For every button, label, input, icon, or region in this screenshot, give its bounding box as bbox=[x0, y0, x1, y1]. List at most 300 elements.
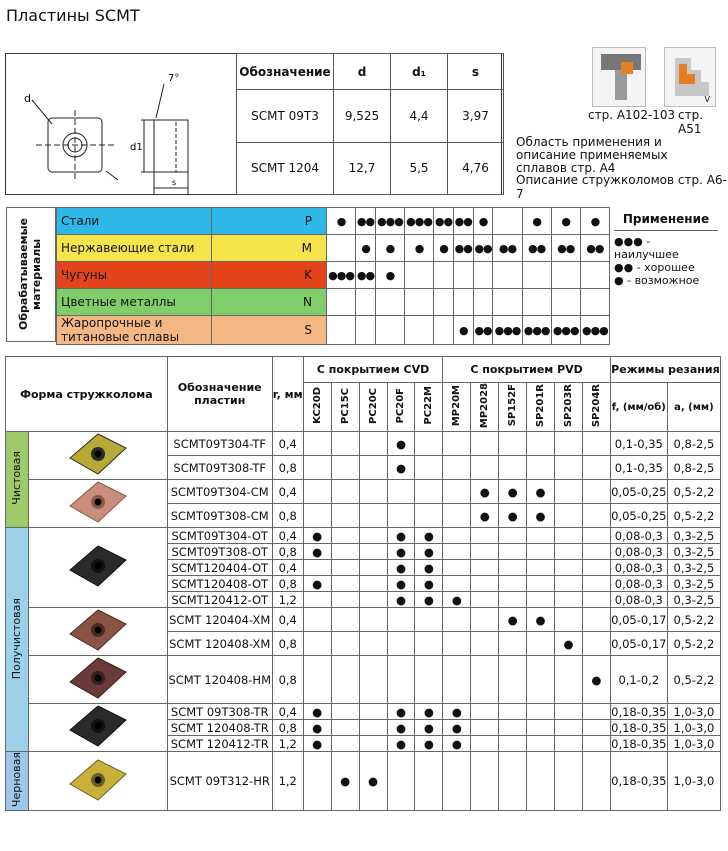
material-name: Нержавеющие стали bbox=[57, 235, 212, 262]
spec-cell: 12,7 bbox=[334, 142, 391, 195]
grade-dot bbox=[555, 592, 583, 608]
grade-dot bbox=[582, 736, 610, 752]
insert-image bbox=[28, 528, 167, 608]
table-row bbox=[6, 432, 721, 456]
grade-dot bbox=[555, 704, 583, 720]
feed-value: 0,18-0,35 bbox=[611, 736, 667, 751]
grade-dot bbox=[415, 752, 443, 811]
grade-dot bbox=[443, 576, 471, 592]
spec-header: Обозначение bbox=[237, 54, 334, 90]
material-grade-dot: ●●● bbox=[405, 208, 434, 235]
insert-designation: SCMT120404-OT bbox=[167, 560, 272, 576]
svg-text:d1: d1 bbox=[130, 142, 143, 153]
insert-designation: SCMT 120408-XM bbox=[167, 632, 272, 656]
page-ref-2: стр. A51 bbox=[678, 108, 704, 136]
insert-designation: SCMT120408-OT bbox=[167, 576, 272, 592]
grade-dot bbox=[443, 456, 471, 480]
grade-dot bbox=[359, 736, 387, 752]
grade-dot bbox=[359, 704, 387, 720]
grade-header: SP204R bbox=[582, 383, 610, 432]
material-row bbox=[57, 316, 610, 345]
grade-dot: ● bbox=[499, 608, 527, 632]
material-row bbox=[57, 235, 610, 262]
feed-value: 0,18-0,35 bbox=[610, 752, 667, 811]
insert-designation: SCMT 120408-TR bbox=[167, 720, 272, 736]
grade-dot: ● bbox=[387, 576, 415, 592]
grade-dot: ● bbox=[415, 576, 443, 592]
material-grade-dot: ● bbox=[434, 235, 454, 262]
material-grade-dot: ● bbox=[405, 235, 434, 262]
grade-dot bbox=[499, 592, 527, 608]
grade-dot: ● bbox=[415, 528, 443, 544]
insert-radius: 0,4 bbox=[272, 528, 303, 544]
depth-value: 1,0-3,0 bbox=[667, 720, 720, 736]
material-row bbox=[57, 262, 610, 289]
header-f: f, (мм/об) bbox=[610, 383, 667, 432]
material-grade-dot: ● bbox=[375, 235, 404, 262]
insert-radius: 0,8 bbox=[272, 544, 303, 560]
grade-dot bbox=[331, 720, 359, 736]
material-code: N bbox=[212, 289, 327, 316]
feed-value: 0,1-0,35 bbox=[610, 456, 667, 480]
grade-dot bbox=[359, 576, 387, 592]
grade-dot: ● bbox=[443, 736, 471, 752]
material-name: Стали bbox=[57, 208, 212, 235]
legend-item: ●● - хорошее bbox=[614, 261, 695, 274]
grade-dot bbox=[359, 656, 387, 704]
grade-dot: ● bbox=[387, 736, 415, 752]
grade-dot: ● bbox=[582, 656, 610, 704]
grade-dot bbox=[527, 752, 555, 811]
speed-chart-icon bbox=[664, 47, 716, 107]
grade-dot bbox=[359, 560, 387, 576]
spec-cell: 4,4 bbox=[391, 90, 448, 143]
grade-dot bbox=[527, 560, 555, 576]
insert-designation: SCMT09T308-TF bbox=[167, 456, 272, 480]
svg-text:s: s bbox=[172, 178, 177, 187]
material-grade-dot: ● bbox=[473, 208, 493, 235]
header-designation: Обозначение пластин bbox=[167, 357, 272, 432]
grade-dot bbox=[415, 456, 443, 480]
grade-dot bbox=[387, 480, 415, 504]
material-grade-dot bbox=[453, 289, 473, 316]
material-grade-dot bbox=[405, 262, 434, 289]
material-grade-dot: ●●● bbox=[375, 208, 404, 235]
material-grade-dot bbox=[356, 289, 376, 316]
insert-radius: 0,8 bbox=[272, 656, 303, 704]
svg-text:d: d bbox=[24, 92, 31, 105]
grade-dot: ● bbox=[387, 544, 415, 560]
grade-dot bbox=[331, 632, 359, 656]
spec-cell: 9,525 bbox=[334, 90, 391, 143]
grade-dot bbox=[415, 632, 443, 656]
grade-dot bbox=[303, 656, 331, 704]
material-grade-dot: ● bbox=[453, 316, 473, 345]
material-code: M bbox=[212, 235, 327, 262]
page-ref-1: стр. A102-103 bbox=[588, 108, 676, 122]
spec-cell: 5,5 bbox=[391, 142, 448, 195]
header-pvd: С покрытием PVD bbox=[443, 357, 610, 383]
material-grade-dot: ●● bbox=[434, 208, 454, 235]
grade-dot bbox=[471, 592, 499, 608]
legend-item: ● - возможное bbox=[614, 274, 700, 287]
insert-radius: 0,8 bbox=[272, 576, 303, 592]
spec-header: s bbox=[448, 54, 504, 90]
grade-dot bbox=[331, 592, 359, 608]
material-grade-dot bbox=[434, 316, 454, 345]
material-grade-dot: ●● bbox=[580, 235, 609, 262]
material-grade-dot: ●●● bbox=[522, 316, 551, 345]
insert-radius: 0,4 bbox=[272, 560, 303, 576]
depth-value: 0,3-2,5 bbox=[667, 560, 720, 576]
grade-dot bbox=[359, 720, 387, 736]
grade-dot bbox=[443, 528, 471, 544]
material-grade-dot bbox=[522, 262, 551, 289]
depth-value: 0,3-2,5 bbox=[667, 576, 720, 592]
grade-dot: ● bbox=[387, 528, 415, 544]
grade-dot bbox=[471, 736, 499, 752]
grade-dot bbox=[527, 720, 555, 736]
grade-dot: ● bbox=[387, 704, 415, 720]
grade-dot bbox=[527, 736, 555, 752]
grade-dot bbox=[415, 608, 443, 632]
grade-dot bbox=[331, 528, 359, 544]
material-name: Жаропрочные и титановые сплавы bbox=[57, 316, 212, 345]
grade-dot bbox=[555, 720, 583, 736]
grade-dot bbox=[331, 656, 359, 704]
depth-value: 0,5-2,2 bbox=[667, 632, 720, 656]
grade-dot bbox=[443, 560, 471, 576]
grade-dot: ● bbox=[527, 504, 555, 528]
grade-header: SP203R bbox=[555, 383, 583, 432]
feed-value: 0,08-0,3 bbox=[610, 544, 667, 560]
grade-dot: ● bbox=[387, 560, 415, 576]
material-grade-dot: ● bbox=[580, 208, 609, 235]
grade-dot bbox=[303, 456, 331, 480]
grade-dot bbox=[527, 544, 555, 560]
grade-dot bbox=[582, 456, 610, 480]
material-grade-dot bbox=[493, 262, 522, 289]
table-row bbox=[6, 752, 721, 811]
insert-designation: SCMT09T304-OT bbox=[167, 528, 272, 544]
legend bbox=[614, 207, 718, 287]
spec-header: d bbox=[334, 54, 391, 90]
material-grade-dot bbox=[327, 289, 356, 316]
grade-dot bbox=[555, 576, 583, 592]
grade-dot bbox=[499, 752, 527, 811]
grade-dot bbox=[555, 608, 583, 632]
materials-side-text: Обрабатываемые материалы bbox=[17, 218, 43, 331]
vc-label: V bbox=[704, 95, 710, 104]
material-grade-dot bbox=[473, 289, 493, 316]
insert-radius: 0,8 bbox=[272, 456, 303, 480]
spec-header: d₁ bbox=[391, 54, 448, 90]
grade-dot bbox=[527, 704, 555, 720]
grade-dot: ● bbox=[415, 704, 443, 720]
grade-dot: ● bbox=[527, 608, 555, 632]
grade-dot: ● bbox=[471, 504, 499, 528]
grade-dot bbox=[471, 544, 499, 560]
grade-dot bbox=[303, 632, 331, 656]
grade-dot bbox=[387, 608, 415, 632]
feed-value: 0,08-0,3 bbox=[610, 576, 667, 592]
material-grade-dot bbox=[375, 316, 404, 345]
grade-dot bbox=[582, 632, 610, 656]
grade-dot bbox=[555, 432, 583, 456]
header-shape: Форма стружколома bbox=[6, 357, 168, 432]
grade-dot bbox=[415, 432, 443, 456]
header-modes: Режимы резания bbox=[610, 357, 720, 383]
table-row bbox=[6, 608, 721, 632]
grade-dot bbox=[415, 656, 443, 704]
materials-table bbox=[56, 207, 610, 345]
grade-dot bbox=[471, 752, 499, 811]
grade-header: SP201R bbox=[527, 383, 555, 432]
spec-cell: 4,76 bbox=[448, 142, 504, 195]
grade-dot bbox=[471, 720, 499, 736]
grade-dot bbox=[555, 752, 583, 811]
grade-dot bbox=[582, 752, 610, 811]
grade-header: PC20C bbox=[359, 383, 387, 432]
feed-value: 0,1-0,35 bbox=[610, 432, 667, 456]
grade-dot: ● bbox=[555, 632, 583, 656]
material-grade-dot bbox=[405, 316, 434, 345]
grade-dot bbox=[582, 504, 610, 528]
grade-dot bbox=[331, 456, 359, 480]
grade-dot bbox=[443, 752, 471, 811]
grade-dot bbox=[331, 704, 359, 720]
table-row bbox=[6, 656, 721, 704]
grade-dot: ● bbox=[387, 720, 415, 736]
grade-dot bbox=[443, 656, 471, 704]
insert-image bbox=[28, 480, 167, 528]
insert-radius: 0,4 bbox=[272, 432, 303, 456]
material-grade-dot bbox=[375, 289, 404, 316]
grade-dot bbox=[555, 736, 583, 752]
feed-value: 0,08-0,3 bbox=[610, 592, 667, 608]
grade-dot bbox=[499, 632, 527, 656]
depth-value: 0,5-2,2 bbox=[667, 656, 720, 704]
material-grade-dot: ● bbox=[375, 262, 404, 289]
grade-dot bbox=[359, 432, 387, 456]
grade-dot bbox=[499, 704, 527, 720]
grade-dot: ● bbox=[387, 432, 415, 456]
grade-dot bbox=[527, 592, 555, 608]
grade-dot bbox=[331, 560, 359, 576]
depth-value: 0,3-2,5 bbox=[667, 528, 720, 544]
insert-radius: 1,2 bbox=[272, 736, 303, 752]
grade-dot bbox=[499, 576, 527, 592]
feed-value: 0,18-0,35 bbox=[611, 704, 667, 719]
grade-dot bbox=[471, 576, 499, 592]
material-grade-dot: ●● bbox=[453, 208, 473, 235]
grade-dot bbox=[499, 456, 527, 480]
grade-dot bbox=[499, 736, 527, 752]
material-grade-dot bbox=[327, 235, 356, 262]
material-grade-dot bbox=[493, 208, 522, 235]
insert-radius: 0,4 bbox=[272, 704, 303, 720]
grade-dot bbox=[527, 528, 555, 544]
materials-side-label bbox=[6, 207, 56, 342]
material-grade-dot: ●● bbox=[356, 208, 376, 235]
material-grade-dot: ● bbox=[522, 208, 551, 235]
grade-dot: ● bbox=[303, 544, 331, 560]
grade-dot bbox=[555, 504, 583, 528]
grade-dot bbox=[443, 632, 471, 656]
insert-radius: 0,4 bbox=[272, 608, 303, 632]
grade-dot bbox=[303, 592, 331, 608]
header-r: r, мм bbox=[272, 357, 303, 432]
grade-dot: ● bbox=[387, 456, 415, 480]
grade-dot bbox=[303, 560, 331, 576]
insert-radius: 0,8 bbox=[272, 504, 303, 528]
insert-image bbox=[28, 608, 167, 656]
grade-dot: ● bbox=[331, 752, 359, 811]
grade-header: KC20D bbox=[303, 383, 331, 432]
grade-dot bbox=[303, 608, 331, 632]
grade-dot: ● bbox=[499, 504, 527, 528]
grade-dot: ● bbox=[415, 544, 443, 560]
material-grade-dot bbox=[580, 289, 609, 316]
material-grade-dot: ● bbox=[327, 208, 356, 235]
legend-item: ●●● - наилучшее bbox=[614, 235, 679, 261]
material-name: Цветные металлы bbox=[57, 289, 212, 316]
grade-dot bbox=[471, 632, 499, 656]
material-grade-dot: ●● bbox=[522, 235, 551, 262]
grade-dot: ● bbox=[415, 736, 443, 752]
material-grade-dot bbox=[453, 262, 473, 289]
depth-value: 0,5-2,2 bbox=[667, 608, 720, 632]
depth-value: 0,3-2,5 bbox=[667, 544, 720, 560]
depth-value: 0,8-2,5 bbox=[667, 432, 720, 456]
material-row bbox=[57, 208, 610, 235]
grade-dot bbox=[359, 632, 387, 656]
grade-dot bbox=[331, 736, 359, 752]
grade-dot bbox=[582, 720, 610, 736]
grade-dot bbox=[582, 592, 610, 608]
insert-designation: SCMT120412-OT bbox=[167, 592, 272, 608]
grade-dot bbox=[387, 752, 415, 811]
insert-designation: SCMT 120412-TR bbox=[167, 736, 272, 752]
depth-value: 1,0-3,0 bbox=[667, 736, 720, 752]
grade-header: SP152F bbox=[499, 383, 527, 432]
grade-dot bbox=[582, 576, 610, 592]
grade-dot: ● bbox=[471, 480, 499, 504]
grade-dot: ● bbox=[303, 576, 331, 592]
material-row bbox=[57, 289, 610, 316]
insert-designation: SCMT 120404-XM bbox=[167, 608, 272, 632]
grade-dot bbox=[359, 608, 387, 632]
grade-dot bbox=[471, 704, 499, 720]
grade-dot bbox=[499, 432, 527, 456]
grade-dot: ● bbox=[443, 704, 471, 720]
material-grade-dot bbox=[522, 289, 551, 316]
grade-dot: ● bbox=[499, 480, 527, 504]
material-code: K bbox=[212, 262, 327, 289]
grade-dot bbox=[443, 480, 471, 504]
material-grade-dot bbox=[327, 316, 356, 345]
insert-designation: SCMT 09T308-TR bbox=[167, 704, 272, 720]
table-row bbox=[6, 704, 721, 720]
insert-image bbox=[28, 432, 167, 480]
grade-dot bbox=[499, 544, 527, 560]
grade-dot bbox=[471, 560, 499, 576]
grade-dot bbox=[499, 656, 527, 704]
grade-dot: ● bbox=[415, 560, 443, 576]
grade-dot bbox=[359, 592, 387, 608]
grade-header: PC20F bbox=[387, 383, 415, 432]
grade-dot bbox=[331, 608, 359, 632]
header-ap: a, (мм) bbox=[667, 383, 720, 432]
insert-radius: 0,4 bbox=[272, 480, 303, 504]
grade-header: MP2028 bbox=[471, 383, 499, 432]
material-grade-dot bbox=[356, 316, 376, 345]
feed-value: 0,18-0,35 bbox=[611, 720, 667, 735]
grade-dot bbox=[555, 528, 583, 544]
grade-dot bbox=[471, 528, 499, 544]
grade-dot bbox=[303, 480, 331, 504]
material-grade-dot bbox=[405, 289, 434, 316]
grade-header: PC15C bbox=[331, 383, 359, 432]
grade-dot bbox=[471, 656, 499, 704]
insert-radius: 1,2 bbox=[272, 752, 303, 811]
material-grade-dot: ●●● bbox=[551, 316, 580, 345]
inserts-table bbox=[5, 356, 721, 811]
depth-value: 1,0-3,0 bbox=[667, 752, 720, 811]
material-grade-dot bbox=[473, 262, 493, 289]
material-grade-dot: ●● bbox=[473, 316, 493, 345]
material-code: S bbox=[212, 316, 327, 345]
grade-dot bbox=[471, 608, 499, 632]
feed-value: 0,08-0,3 bbox=[610, 560, 667, 576]
feed-value: 0,08-0,3 bbox=[610, 528, 667, 544]
grade-dot bbox=[527, 656, 555, 704]
spec-table bbox=[236, 53, 504, 195]
grade-dot bbox=[387, 504, 415, 528]
grade-dot bbox=[582, 608, 610, 632]
grade-dot bbox=[499, 528, 527, 544]
grade-dot bbox=[499, 560, 527, 576]
grade-dot bbox=[471, 432, 499, 456]
insert-designation: SCMT 120408-HM bbox=[167, 656, 272, 704]
svg-text:7°: 7° bbox=[168, 73, 180, 84]
insert-radius: 0,8 bbox=[272, 720, 303, 736]
grade-dot: ● bbox=[303, 528, 331, 544]
grade-dot bbox=[582, 480, 610, 504]
grade-dot bbox=[415, 480, 443, 504]
material-grade-dot: ●●● bbox=[493, 316, 522, 345]
grade-dot bbox=[303, 752, 331, 811]
section-label: Черновая bbox=[6, 752, 29, 811]
grade-dot bbox=[331, 544, 359, 560]
depth-value: 0,3-2,5 bbox=[667, 592, 720, 608]
grade-dot bbox=[443, 544, 471, 560]
material-grade-dot bbox=[434, 289, 454, 316]
material-grade-dot: ●● bbox=[453, 235, 473, 262]
spec-cell: SCMT 09T3 bbox=[237, 90, 334, 143]
insert-designation: SCMT09T304-TF bbox=[167, 432, 272, 456]
insert-image bbox=[28, 656, 167, 704]
grade-dot bbox=[387, 656, 415, 704]
material-grade-dot: ● bbox=[356, 235, 376, 262]
feed-value: 0,05-0,17 bbox=[610, 632, 667, 656]
grade-dot bbox=[359, 456, 387, 480]
grade-dot: ● bbox=[303, 736, 331, 752]
grade-dot bbox=[359, 480, 387, 504]
insert-designation: SCMT09T308-CM bbox=[167, 504, 272, 528]
grade-dot: ● bbox=[443, 720, 471, 736]
grade-dot: ● bbox=[303, 720, 331, 736]
